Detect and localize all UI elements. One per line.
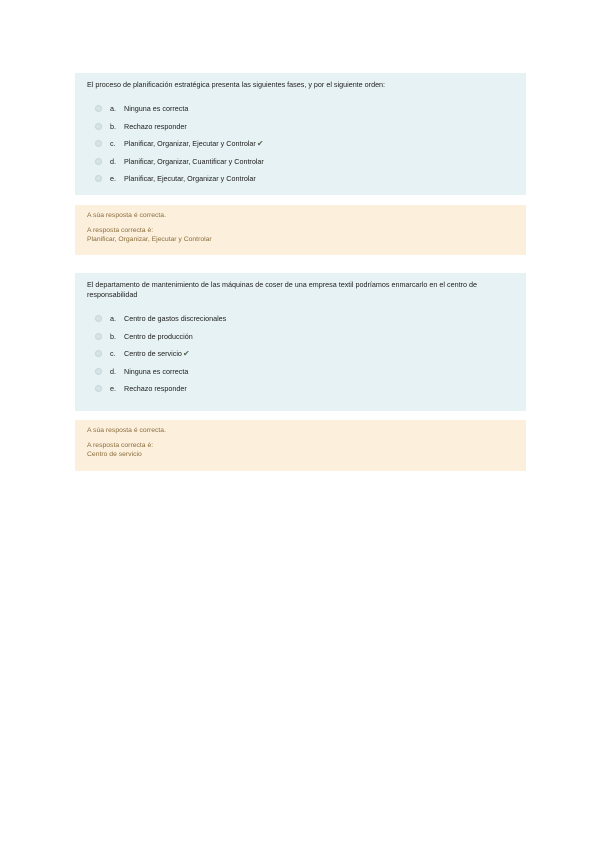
question-text: El departamento de mantenimiento de las máquinas de coser de una empresa textil podríamos enmarcarlo en el centro de responsabilidad	[87, 280, 477, 299]
feedback-status: A súa resposta é correcta.	[87, 427, 166, 434]
answer-letter: a.	[110, 104, 116, 114]
answer-option-b[interactable]	[95, 328, 514, 346]
answer-option-a[interactable]	[95, 100, 514, 118]
answer-label: Planificar, Organizar, Ejecutar y Controlar	[124, 139, 256, 149]
feedback-1	[75, 205, 526, 255]
correct-answer-label: A resposta correcta é:	[87, 227, 154, 234]
checkmark-icon: ✔	[256, 139, 264, 149]
feedback-status: A súa resposta é correcta.	[87, 212, 166, 219]
radio-icon[interactable]	[95, 105, 102, 112]
answer-letter: d.	[110, 366, 116, 376]
answer-letter: a.	[110, 314, 116, 324]
answer-label: Centro de gastos discrecionales	[124, 314, 227, 324]
answer-letter: b.	[110, 121, 116, 131]
answer-letter: d.	[110, 156, 116, 166]
answer-list	[87, 100, 514, 188]
correct-answer-label: A resposta correcta é:	[87, 442, 154, 449]
radio-icon[interactable]	[95, 175, 102, 182]
answer-label: Ninguna es correcta	[124, 104, 189, 114]
answer-letter: c.	[110, 139, 116, 149]
answer-option-e[interactable]	[95, 170, 514, 188]
feedback-2	[75, 420, 526, 471]
answer-option-a[interactable]	[95, 310, 514, 328]
radio-icon[interactable]	[95, 140, 102, 147]
answer-option-e[interactable]	[95, 380, 514, 398]
radio-icon[interactable]	[95, 123, 102, 130]
answer-option-c[interactable]	[95, 345, 514, 363]
answer-letter: e.	[110, 174, 116, 184]
correct-answer-text: Centro de servicio	[87, 451, 142, 458]
answer-option-d[interactable]	[95, 153, 514, 171]
question-2	[75, 273, 526, 411]
answer-option-c[interactable]	[95, 135, 514, 153]
answer-letter: b.	[110, 331, 116, 341]
answer-list	[87, 310, 514, 398]
answer-label: Planificar, Organizar, Cuantificar y Controlar	[124, 156, 264, 166]
answer-label: Centro de producción	[124, 331, 193, 341]
question-text: El proceso de planificación estratégica presenta las siguientes fases, y por el siguiente orden:	[87, 80, 386, 89]
answer-label: Centro de servicio	[124, 349, 182, 359]
radio-icon[interactable]	[95, 315, 102, 322]
answer-label: Planificar, Ejecutar, Organizar y Controlar	[124, 174, 256, 184]
radio-icon[interactable]	[95, 350, 102, 357]
radio-icon[interactable]	[95, 158, 102, 165]
radio-icon[interactable]	[95, 385, 102, 392]
correct-answer-text: Planificar, Organizar, Ejecutar y Controlar	[87, 236, 212, 243]
question-1	[75, 73, 526, 195]
radio-icon[interactable]	[95, 368, 102, 375]
checkmark-icon: ✔	[182, 349, 190, 359]
answer-letter: c.	[110, 349, 116, 359]
answer-letter: e.	[110, 384, 116, 394]
answer-option-d[interactable]	[95, 363, 514, 381]
answer-label: Rechazo responder	[124, 384, 187, 394]
answer-option-b[interactable]	[95, 118, 514, 136]
radio-icon[interactable]	[95, 333, 102, 340]
answer-label: Ninguna es correcta	[124, 366, 189, 376]
answer-label: Rechazo responder	[124, 121, 187, 131]
